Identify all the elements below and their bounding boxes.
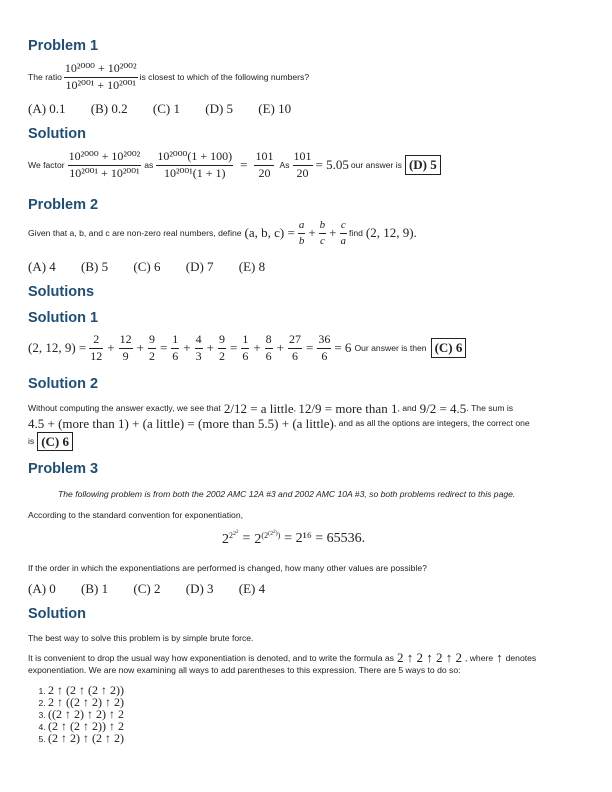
- answer-text: our answer is: [350, 160, 402, 171]
- choice-c: (C) 6: [133, 259, 161, 274]
- sol1-result: = 6: [334, 340, 352, 356]
- convention-text-3: denotes: [505, 653, 537, 663]
- sol1-fraction-den: 3: [195, 348, 202, 363]
- way-2-expr: 2 ↑ ((2 ↑ 2) ↑ 2): [48, 695, 124, 709]
- problem-2-heading: Problem 2: [28, 197, 99, 213]
- problem-3-choices: [28, 581, 287, 597]
- choice-b: (B) 1: [81, 581, 109, 596]
- sol1-fraction-num: 36: [317, 333, 331, 349]
- sol2-math-1: 2/12 = a little: [223, 401, 294, 416]
- sol1-fraction-num: 2: [89, 333, 103, 349]
- sol1-fraction-den: 12: [90, 348, 103, 363]
- sol1-text: Our answer is then: [354, 343, 427, 354]
- approx-value: = 5.05: [315, 157, 349, 173]
- factor-fraction-4: [293, 150, 313, 181]
- problem-1-heading: Problem 1: [28, 38, 99, 54]
- frac-a-b-den: b: [298, 234, 305, 247]
- sol1-lhs: (2, 12, 9) =: [28, 340, 87, 356]
- sol1-fraction-den: 9: [122, 348, 129, 363]
- sol1-operator: =: [306, 340, 314, 356]
- sol1-fraction: [218, 333, 226, 364]
- way-4-expr: (2 ↑ (2 ↑ 2)) ↑ 2: [48, 719, 124, 733]
- sol1-fraction: [288, 333, 302, 364]
- sol2-math-4: 4.5 + (more than 1) + (a little) = (more than 5.5) + (a little): [28, 416, 334, 431]
- find-target: (2, 12, 9).: [365, 225, 417, 241]
- sol1-operator: +: [206, 340, 214, 356]
- choice-b: (B) 5: [81, 259, 109, 274]
- problem-1-solution-line: [28, 150, 441, 181]
- sol1-operator: +: [136, 340, 144, 356]
- choice-e: (E) 4: [238, 581, 266, 596]
- problem-2-choices: [28, 259, 287, 275]
- solution-2-heading: Solution 2: [28, 376, 99, 392]
- problem-1-choices: [28, 101, 313, 117]
- ratio-denominator: 10²⁰⁰¹ + 10²⁰⁰¹: [65, 77, 136, 92]
- factor-text: We factor: [28, 160, 65, 171]
- sol1-fraction-den: 6: [292, 348, 298, 363]
- frac-b-c: [319, 219, 327, 247]
- sol1-fraction: [148, 333, 156, 364]
- frac-a-b-num: a: [298, 219, 306, 234]
- solution-1-answer: (C) 6: [431, 338, 467, 358]
- sol1-fraction-num: 9: [218, 333, 226, 349]
- sol1-fraction: [171, 333, 179, 364]
- problem-1-statement: [28, 62, 309, 93]
- choice-a: (A) 0.1: [28, 101, 66, 116]
- sol1-fraction-den: 6: [265, 348, 272, 363]
- factor-fraction-3-num: 101: [254, 150, 274, 166]
- sol1-operator: +: [107, 340, 115, 356]
- sol1-fraction: [241, 333, 249, 364]
- way-5-expr: (2 ↑ 2) ↑ (2 ↑ 2): [48, 731, 124, 745]
- brute-force-text: The best way to solve this problem is by simple brute force.: [28, 633, 254, 643]
- sol1-fraction-den: 6: [321, 348, 328, 363]
- display-eq-rest: = 2¹⁶ = 65536.: [284, 531, 366, 546]
- ratio-numerator: 10²⁰⁰⁰ + 10²⁰⁰²: [64, 62, 138, 78]
- problem-3-solution-heading: Solution: [28, 606, 86, 622]
- frac-c-a: [340, 219, 348, 247]
- sol1-fraction-num: 4: [195, 333, 203, 349]
- factor-fraction-4-den: 20: [296, 165, 309, 180]
- convention-paragraph: It is convenient to drop the usual way how exponentiation is denoted, and to write the formula as 2 ↑ 2 ↑ 2 ↑ 2 , where ↑ denotes exponentiation. We are now examining all ways to add parentheses to this expression. There are 5 ways to do so:: [28, 650, 537, 675]
- ways-list: [28, 685, 124, 745]
- choice-e: (E) 10: [258, 101, 292, 116]
- ratio-fraction: [64, 62, 138, 93]
- sol1-fraction-num: 1: [241, 333, 249, 349]
- sol1-operator: =: [159, 340, 168, 356]
- factor-fraction-1-num: 10²⁰⁰⁰ + 10²⁰⁰²: [68, 150, 142, 166]
- factor-fraction-3-den: 20: [258, 165, 271, 180]
- choice-c: (C) 1: [152, 101, 180, 116]
- sol2-and: and: [402, 403, 417, 413]
- sol1-fraction-den: 6: [242, 348, 249, 363]
- display-equation: [222, 530, 365, 548]
- as-text-2: As: [279, 160, 290, 171]
- choice-b: (B) 0.2: [90, 101, 128, 116]
- choice-d: (D) 3: [185, 581, 214, 596]
- sol1-operator: =: [229, 340, 238, 356]
- convention-text-1: It is convenient to drop the usual way how exponentiation is denoted, and to write the formula as: [28, 653, 394, 663]
- solution-2-paragraph: Without computing the answer exactly, we see that 2/12 = a little , 12/9 = more than 1 , and 9/2 = 4.5 . The sum is 4.5 + (more than 1) + (a little) = (more than 5.5) + (a little) , and as all the options are integers, the correct one is (C) 6: [28, 401, 530, 449]
- sol1-operator: +: [183, 340, 191, 356]
- frac-c-a-den: a: [340, 234, 347, 247]
- sol1-fraction: [119, 333, 133, 364]
- sol1-operator: +: [276, 340, 284, 356]
- sol1-fraction-num: 8: [265, 333, 273, 349]
- sol1-fraction-den: 2: [148, 348, 155, 363]
- problem-3-intro: According to the standard convention for exponentiation,: [28, 510, 243, 520]
- choice-d: (D) 7: [185, 259, 214, 274]
- frac-b-c-den: c: [319, 234, 325, 247]
- solutions-heading: Solutions: [28, 284, 95, 300]
- convention-text-2: where: [469, 653, 494, 663]
- frac-b-c-num: b: [319, 219, 327, 234]
- choice-a: (A) 0: [28, 581, 56, 596]
- sol2-text-a: Without computing the answer exactly, we see that: [28, 403, 221, 413]
- factor-fraction-2: [156, 150, 233, 181]
- arrow-formula: 2 ↑ 2 ↑ 2 ↑ 2: [396, 650, 462, 665]
- sol1-fraction: [317, 333, 331, 364]
- sol1-fraction: [89, 333, 103, 364]
- factor-fraction-2-num: 10²⁰⁰⁰(1 + 100): [156, 150, 233, 166]
- problem-1-answer: (D) 5: [405, 155, 441, 175]
- way-5: [48, 733, 124, 745]
- sol1-fraction-den: 2: [218, 348, 225, 363]
- problem-2-statement: [28, 219, 417, 247]
- problem-3-heading: Problem 3: [28, 461, 99, 477]
- factor-fraction-1: [68, 150, 142, 181]
- frac-a-b: [298, 219, 306, 247]
- sol1-fraction-num: 12: [119, 333, 133, 349]
- sol2-is: is: [28, 436, 35, 446]
- solution-2-answer: (C) 6: [37, 432, 73, 451]
- way-1-expr: 2 ↑ (2 ↑ (2 ↑ 2)): [48, 683, 124, 697]
- find-text: find: [349, 228, 363, 239]
- sol1-fraction-num: 27: [288, 333, 302, 349]
- factor-fraction-4-num: 101: [293, 150, 313, 166]
- as-text: as: [144, 160, 154, 171]
- sol1-fraction-num: 1: [171, 333, 179, 349]
- define-lhs: (a, b, c) =: [244, 225, 295, 241]
- ratio-intro: The ratio: [28, 72, 62, 83]
- sol1-fraction-num: 9: [148, 333, 156, 349]
- choice-a: (A) 4: [28, 259, 56, 274]
- sol2-math-3: 9/2 = 4.5: [419, 401, 467, 416]
- sol1-fraction: [265, 333, 273, 364]
- sol1-fraction-den: 6: [172, 348, 179, 363]
- factor-fraction-1-den: 10²⁰⁰¹ + 10²⁰⁰¹: [69, 165, 140, 180]
- choice-c: (C) 2: [133, 581, 161, 596]
- convention-text-4: exponentiation. We are now examining all ways to add parentheses to this expression. There are 5 ways to do so:: [28, 665, 461, 675]
- sol1-operator: +: [253, 340, 261, 356]
- factor-fraction-2-den: 10²⁰⁰¹(1 + 1): [163, 165, 226, 180]
- sol1-expression: [89, 333, 331, 364]
- sol2-math-2: 12/9 = more than 1: [298, 401, 398, 416]
- choice-d: (D) 5: [205, 101, 234, 116]
- equals-sign: =: [240, 157, 248, 173]
- choice-e: (E) 8: [238, 259, 266, 274]
- way-3-expr: ((2 ↑ 2) ↑ 2) ↑ 2: [48, 707, 124, 721]
- up-arrow-symbol: ↑: [496, 650, 503, 665]
- sol1-fraction: [195, 333, 203, 364]
- sol2-text-b: The sum is: [471, 403, 514, 413]
- ratio-question: is closest to which of the following numbers?: [139, 72, 310, 83]
- display-eq-sign: =: [242, 531, 251, 546]
- problem-1-solution-heading: Solution: [28, 126, 86, 142]
- problem-3-question: If the order in which the exponentiations are performed is changed, how many other values are possible?: [28, 563, 427, 573]
- problem-3-note: The following problem is from both the 2002 AMC 12A #3 and 2002 AMC 10A #3, so both problems redirect to this page.: [58, 489, 516, 499]
- solution-1-line: [28, 333, 466, 364]
- plus-1: +: [308, 225, 316, 241]
- plus-2: +: [329, 225, 337, 241]
- frac-c-a-num: c: [340, 219, 348, 234]
- solution-1-heading: Solution 1: [28, 310, 99, 326]
- tower-2-2-2-2: $2^{2^{2^2}}$: [222, 530, 239, 547]
- sol2-text-c: and as all the options are integers, the correct one: [338, 418, 530, 428]
- problem-2-intro: Given that a, b, and c are non-zero real numbers, define: [28, 228, 242, 239]
- tower-parenthesized: $2^{(2^{(2^2)})}$: [254, 530, 281, 547]
- factor-fraction-3: [254, 150, 274, 181]
